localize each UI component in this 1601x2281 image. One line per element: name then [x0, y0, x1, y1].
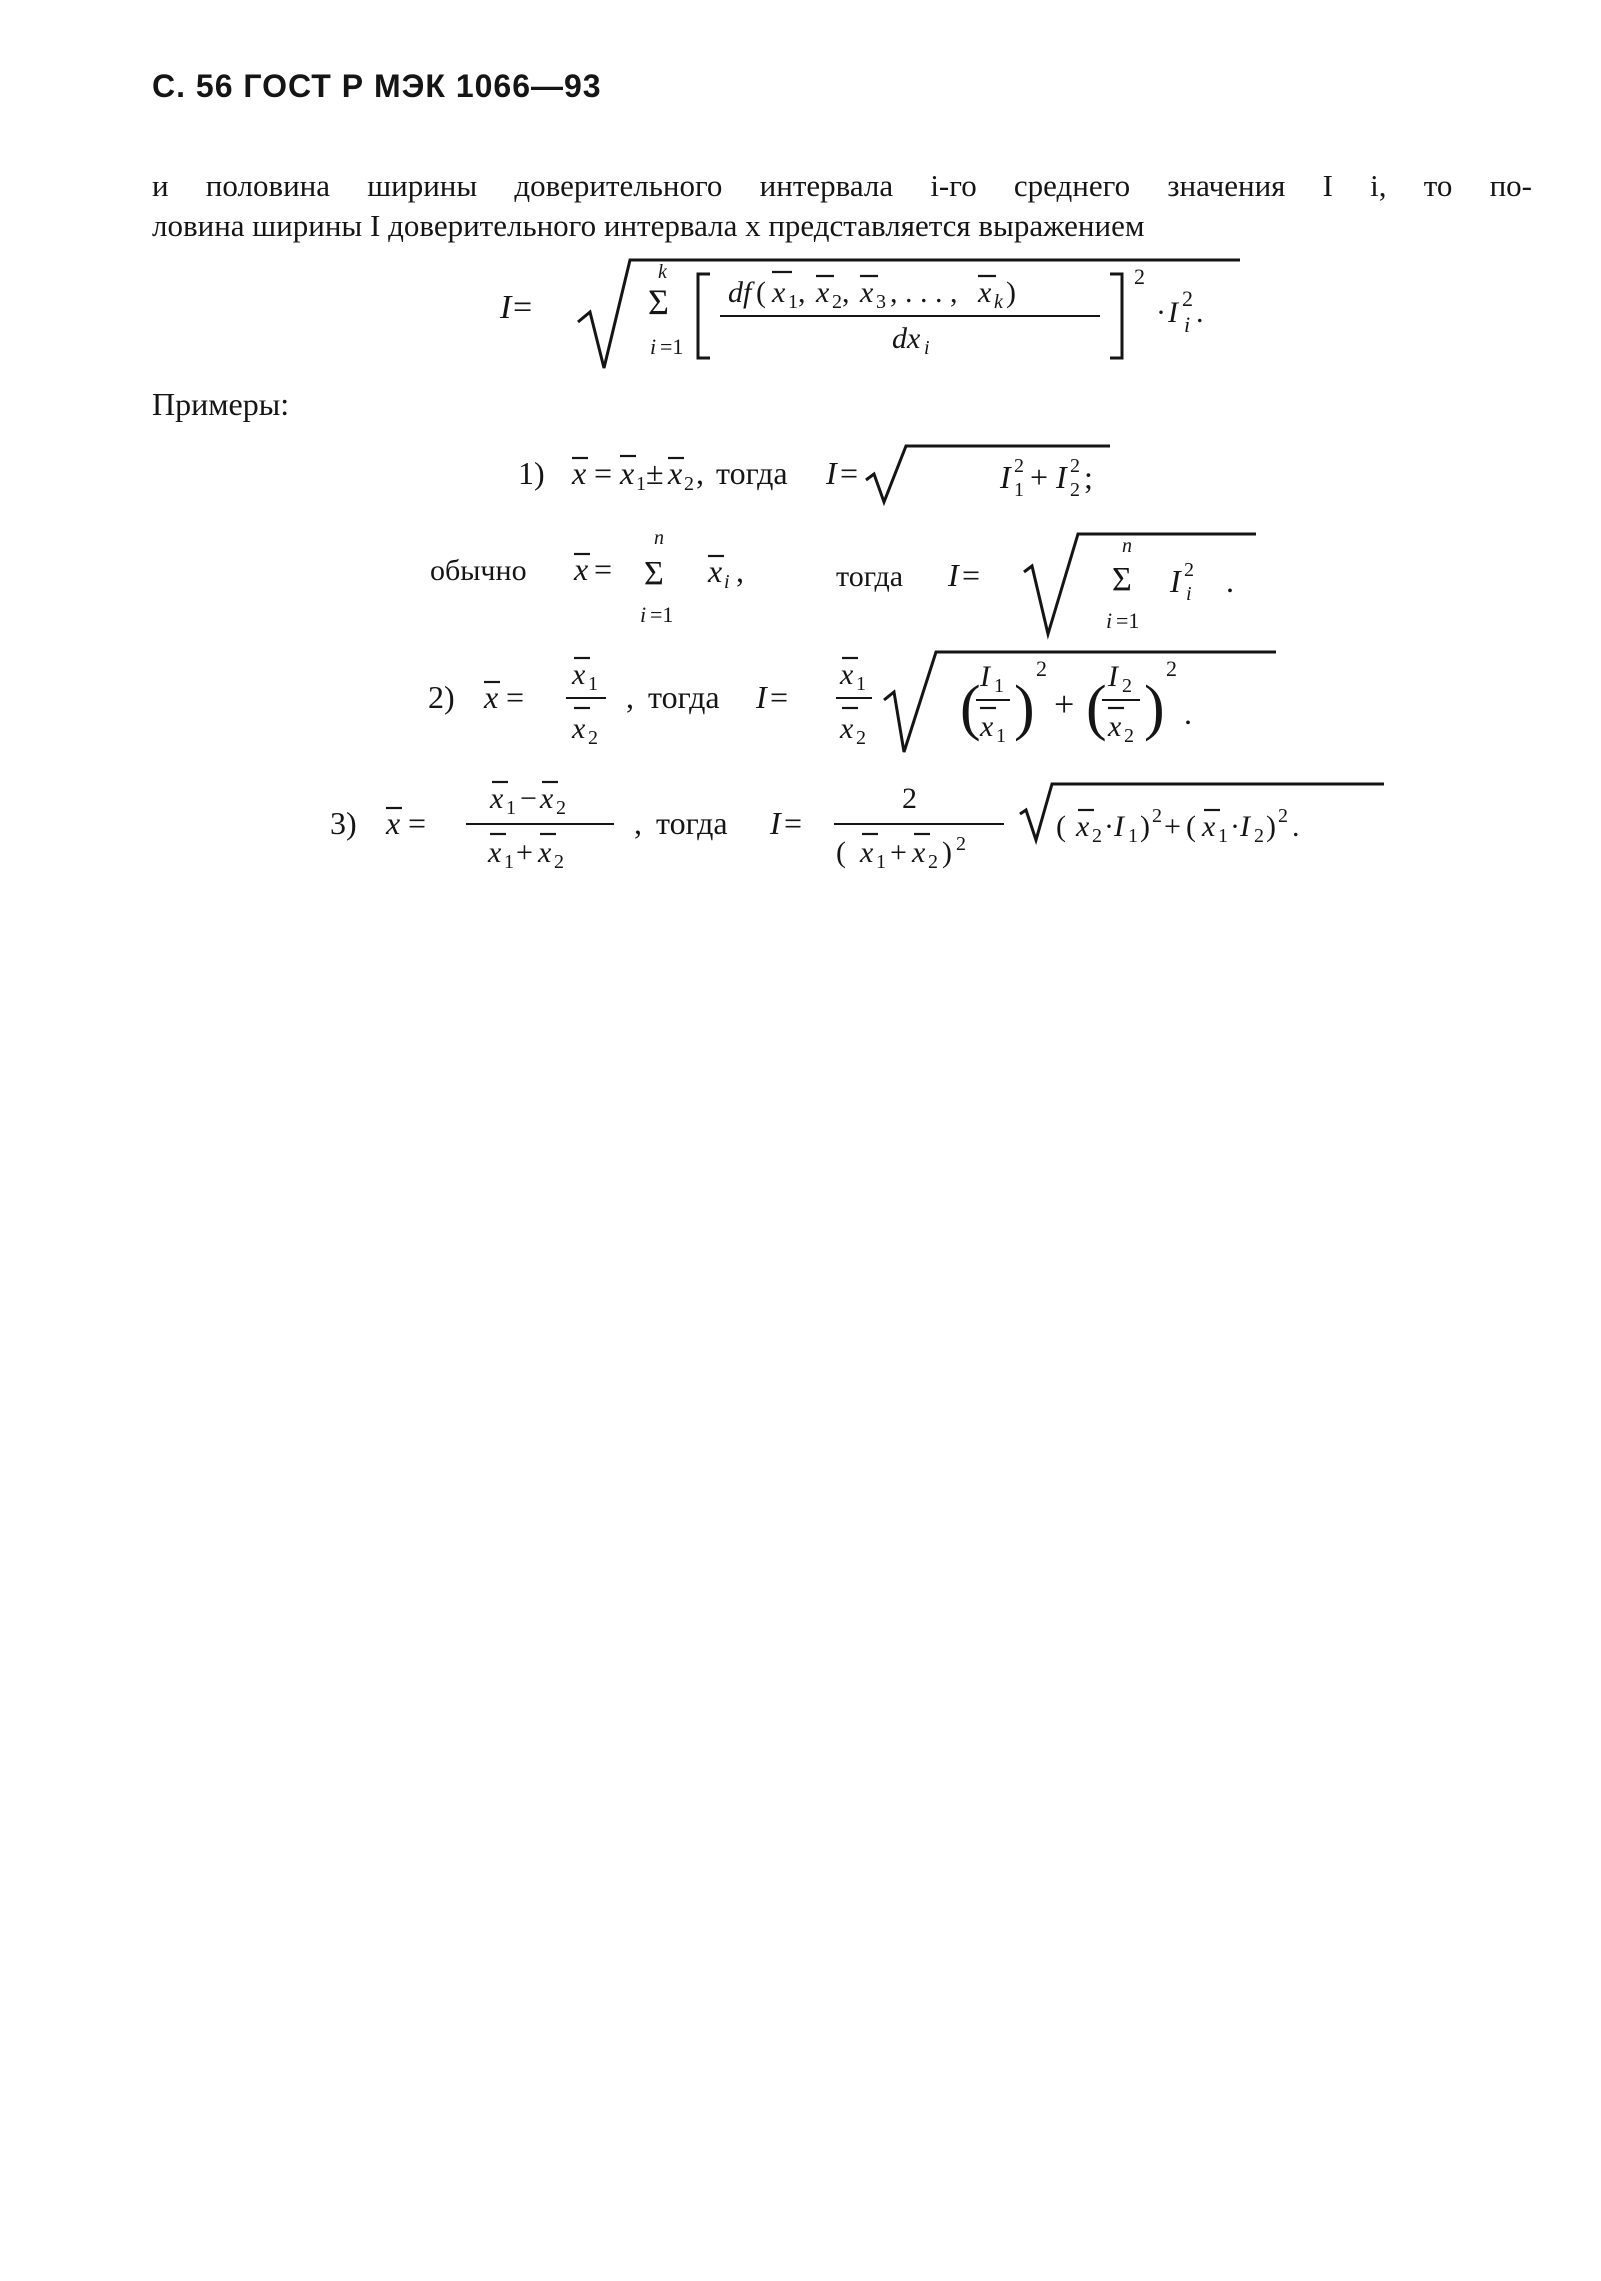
svg-text:=1: =1	[650, 602, 674, 627]
svg-text:2: 2	[1134, 264, 1145, 289]
svg-text:;: ;	[1084, 459, 1093, 495]
svg-text:=: =	[784, 805, 803, 841]
svg-text:1: 1	[504, 851, 514, 873]
svg-text:I: I	[1168, 296, 1178, 329]
svg-text:2: 2	[1182, 286, 1193, 311]
svg-text:,: ,	[626, 679, 634, 715]
svg-text:i: i	[650, 334, 657, 359]
svg-text:x: x	[490, 782, 504, 815]
svg-text:2: 2	[1124, 725, 1134, 747]
svg-text:1: 1	[1128, 825, 1138, 847]
svg-text:I: I	[1240, 810, 1250, 843]
svg-text:1: 1	[996, 725, 1006, 747]
svg-text:x: x	[980, 710, 994, 743]
svg-text:Σ: Σ	[644, 555, 664, 592]
svg-text:1: 1	[788, 291, 798, 313]
svg-text:+: +	[890, 836, 907, 869]
svg-text:=: =	[840, 455, 859, 491]
svg-text:(: (	[836, 836, 846, 869]
svg-text:3: 3	[876, 291, 886, 313]
example-1-label: 1)	[518, 455, 545, 491]
svg-text:2: 2	[1152, 805, 1162, 827]
svg-text:I: I	[500, 289, 512, 326]
svg-text:=: =	[408, 805, 427, 841]
svg-text:=1: =1	[1116, 608, 1140, 633]
svg-text:x: x	[840, 712, 854, 745]
example-3-label: 3)	[330, 805, 357, 841]
svg-text:2: 2	[1092, 825, 1102, 847]
svg-text:x: x	[860, 836, 874, 869]
svg-text:I: I	[1000, 459, 1011, 495]
svg-text:x: x	[1108, 710, 1122, 743]
svg-text:2: 2	[684, 473, 694, 495]
svg-text:2: 2	[1014, 455, 1024, 477]
svg-text:x: x	[484, 679, 499, 715]
svg-text:2: 2	[832, 291, 842, 313]
examples-label: Примеры:	[152, 386, 290, 422]
svg-text:1: 1	[1218, 825, 1228, 847]
svg-text:I: I	[770, 805, 781, 841]
svg-text:): )	[942, 836, 952, 869]
svg-text:=: =	[962, 557, 981, 593]
svg-text:x: x	[488, 836, 502, 869]
formula-example-2	[0, 646, 1601, 756]
example-1b-then: тогда	[836, 560, 904, 593]
svg-text:1: 1	[636, 473, 646, 495]
svg-text:n: n	[654, 527, 664, 549]
svg-text:1: 1	[876, 851, 886, 873]
svg-text:): )	[1014, 674, 1035, 742]
svg-text:,: ,	[634, 805, 642, 841]
example-3-then: тогда	[656, 805, 728, 841]
svg-text:): )	[1006, 276, 1016, 309]
svg-text:=1: =1	[660, 334, 684, 359]
svg-text:I: I	[948, 557, 959, 593]
example-1b-usually: обычно	[430, 554, 527, 587]
svg-text:.: .	[1226, 563, 1234, 599]
formula-example-1	[0, 440, 1601, 510]
svg-text:I: I	[756, 679, 767, 715]
svg-text:k: k	[994, 291, 1003, 313]
svg-text:x: x	[772, 276, 786, 309]
svg-text:±: ±	[646, 455, 664, 491]
svg-text:·: ·	[1230, 810, 1240, 843]
svg-text:+: +	[1054, 684, 1075, 724]
svg-text:, . . . ,: , . . . ,	[890, 276, 958, 309]
svg-text:+: +	[516, 836, 533, 869]
svg-text:2: 2	[1036, 656, 1047, 681]
svg-text:+: +	[1164, 810, 1181, 843]
svg-text:.: .	[1196, 296, 1204, 329]
svg-text:2: 2	[1070, 455, 1080, 477]
svg-text:i: i	[924, 337, 930, 359]
svg-text:): )	[1266, 810, 1276, 843]
svg-text:I: I	[1056, 459, 1067, 495]
svg-text:,: ,	[798, 276, 806, 309]
svg-text:=: =	[513, 289, 533, 326]
svg-text:Σ: Σ	[1112, 561, 1132, 598]
svg-text:2: 2	[902, 782, 917, 815]
svg-text:x: x	[386, 805, 401, 841]
svg-text:x: x	[572, 712, 586, 745]
paragraph-line-1: и половина ширины доверительного интервала i-го среднего значения I i, то по-	[152, 168, 1532, 203]
example-1-then: тогда	[716, 455, 788, 491]
svg-text:(: (	[1186, 810, 1196, 843]
svg-text:x: x	[978, 276, 992, 309]
example-2-then: тогда	[648, 679, 720, 715]
svg-text:x: x	[620, 455, 635, 491]
svg-text:1: 1	[994, 675, 1004, 697]
svg-text:2: 2	[1254, 825, 1264, 847]
svg-text:=: =	[594, 551, 613, 587]
svg-text:Σ: Σ	[648, 282, 669, 322]
paragraph-line-2: ловина ширины I доверительного интервала x представляется выражением	[152, 208, 1145, 243]
svg-text:I: I	[1108, 660, 1118, 693]
svg-text:x: x	[538, 836, 552, 869]
svg-text:dx: dx	[892, 322, 921, 355]
svg-text:2: 2	[1278, 805, 1288, 827]
svg-text:.: .	[1184, 695, 1192, 731]
svg-text:1: 1	[1014, 479, 1024, 501]
example-2-label: 2)	[428, 679, 455, 715]
svg-text:+: +	[1030, 459, 1049, 495]
svg-text:n: n	[1122, 535, 1132, 557]
svg-text:1: 1	[506, 797, 516, 819]
svg-text:2: 2	[956, 833, 966, 855]
svg-text:,: ,	[696, 455, 704, 491]
svg-text:(: (	[960, 674, 981, 742]
svg-text:): )	[1144, 674, 1165, 742]
svg-text:2: 2	[856, 727, 866, 749]
svg-text:(: (	[1086, 674, 1107, 742]
svg-text:I: I	[1170, 563, 1181, 599]
svg-text:x: x	[572, 455, 587, 491]
svg-text:df: df	[728, 276, 752, 309]
svg-text:(: (	[756, 276, 766, 309]
svg-text:2: 2	[554, 851, 564, 873]
svg-text:=: =	[594, 455, 613, 491]
svg-text:,: ,	[736, 553, 744, 589]
svg-text:i: i	[1184, 312, 1191, 337]
svg-text:x: x	[540, 782, 554, 815]
svg-text:x: x	[668, 455, 683, 491]
svg-text:x: x	[574, 551, 589, 587]
svg-text:=: =	[770, 679, 789, 715]
svg-text:i: i	[1106, 608, 1113, 633]
svg-text:I: I	[1114, 810, 1124, 843]
svg-text:x: x	[840, 658, 854, 691]
svg-text:I: I	[980, 660, 990, 693]
formula-example-1b	[0, 527, 1601, 640]
svg-text:i: i	[724, 571, 730, 593]
svg-text:2: 2	[1122, 675, 1132, 697]
formula-main	[0, 250, 1601, 380]
svg-text:·: ·	[1104, 810, 1114, 843]
svg-text:−: −	[520, 782, 537, 815]
svg-text:2: 2	[556, 797, 566, 819]
svg-text:2: 2	[588, 727, 598, 749]
svg-text:i: i	[640, 602, 647, 627]
svg-text:x: x	[1076, 810, 1090, 843]
svg-text:k: k	[658, 261, 667, 283]
svg-text:x: x	[860, 276, 874, 309]
svg-text:x: x	[708, 553, 723, 589]
svg-text:.: .	[1292, 810, 1300, 843]
svg-text:i: i	[1186, 583, 1192, 605]
svg-text:x: x	[1202, 810, 1216, 843]
svg-text:2: 2	[1070, 479, 1080, 501]
svg-text:,: ,	[842, 276, 850, 309]
svg-text:x: x	[912, 836, 926, 869]
svg-text:1: 1	[588, 673, 598, 695]
svg-text:2: 2	[1184, 559, 1194, 581]
svg-text:x: x	[572, 658, 586, 691]
svg-text:): )	[1140, 810, 1150, 843]
svg-text:(: (	[1056, 810, 1066, 843]
svg-text:2: 2	[928, 851, 938, 873]
svg-text:I: I	[826, 455, 837, 491]
svg-text:x: x	[816, 276, 830, 309]
svg-text:=: =	[506, 679, 525, 715]
svg-text:2: 2	[1166, 656, 1177, 681]
formula-example-3	[0, 770, 1601, 880]
svg-text:·: ·	[1156, 296, 1166, 329]
page-header: С. 56 ГОСТ Р МЭК 1066—93	[152, 68, 602, 104]
svg-text:1: 1	[856, 673, 866, 695]
